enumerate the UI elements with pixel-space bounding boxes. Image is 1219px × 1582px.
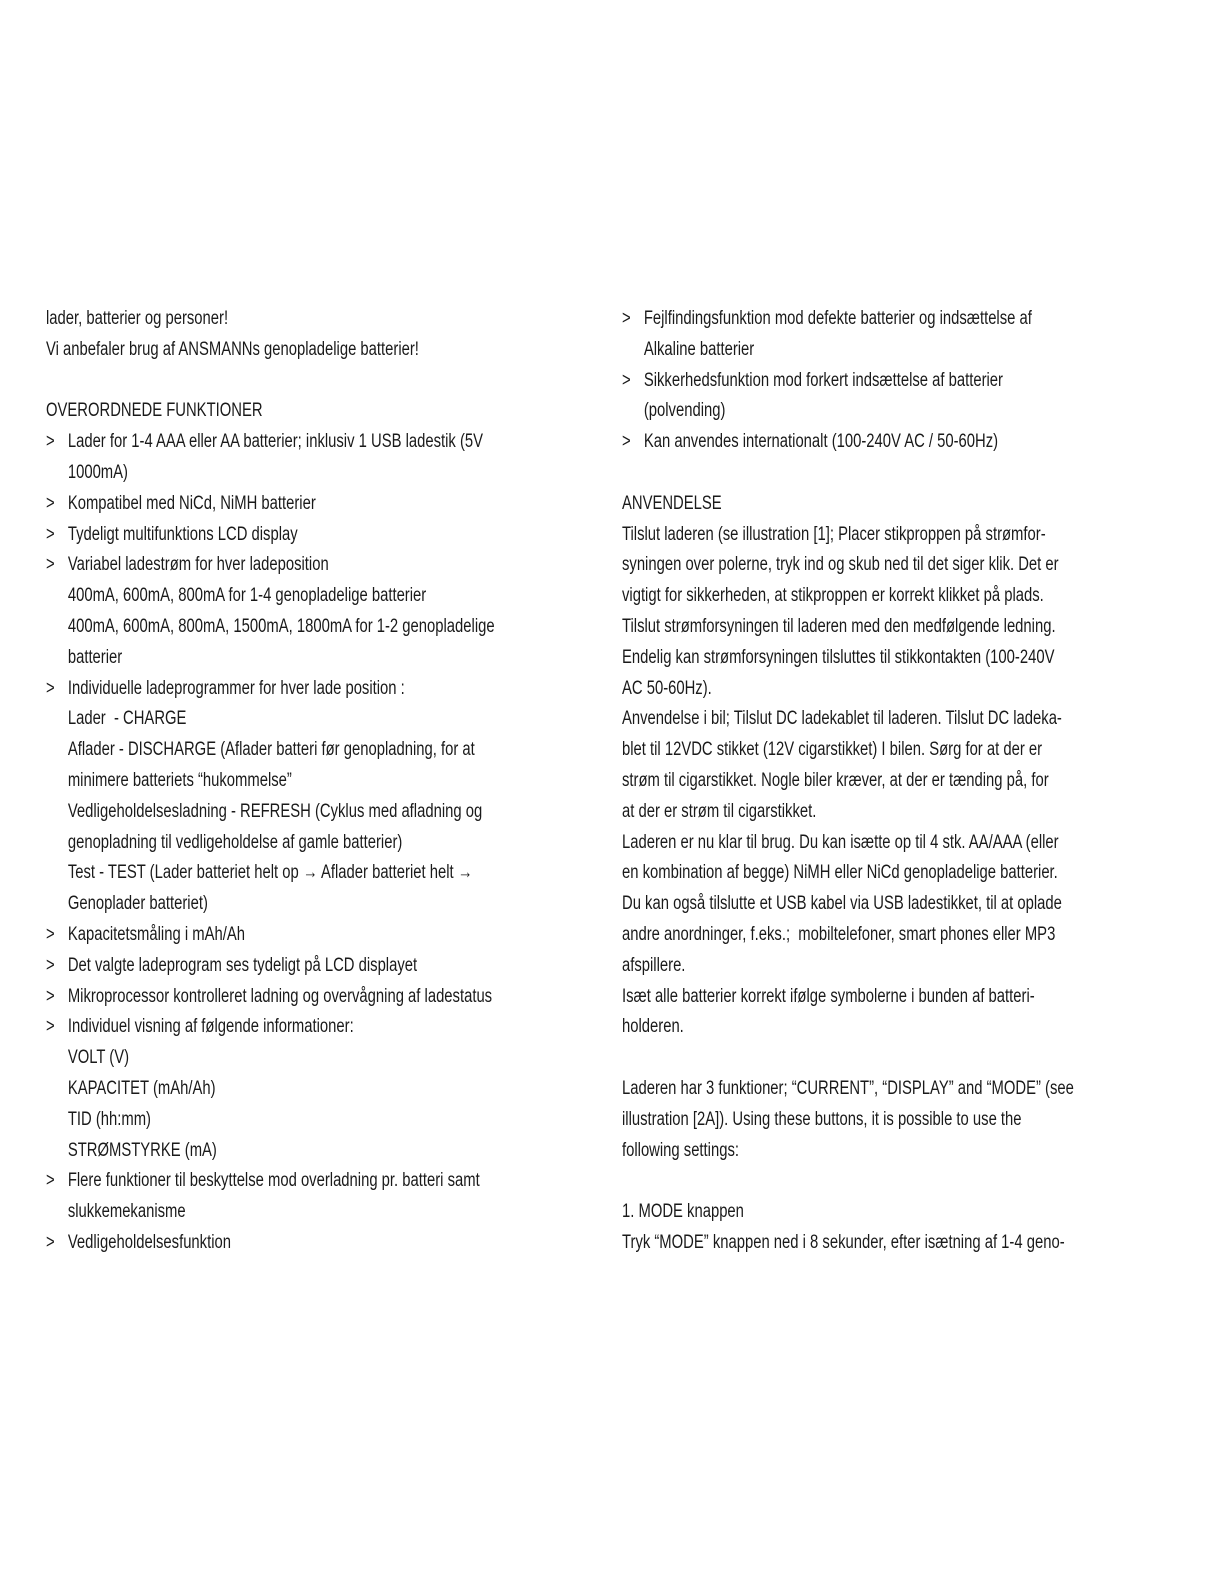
usage-paragraph [622, 520, 1168, 1044]
text-line: en kombination af begge) NiMH eller NiCd genopladelige batterier. [622, 862, 1058, 884]
text-line: Isæt alle batterier korrekt ifølge symbolerne i bunden af batteri- [622, 985, 1035, 1007]
bullet-marker: > [46, 923, 55, 945]
list-item-text [68, 951, 592, 982]
blank-line [622, 1043, 1168, 1074]
list-item [46, 489, 592, 520]
text-line: 1000mA) [67, 461, 128, 483]
bullet-marker: > [622, 369, 631, 391]
mode-paragraph [622, 1197, 1168, 1259]
text-line: TID (hh:mm) [67, 1108, 151, 1130]
list-item [622, 366, 1168, 428]
list-item-text [68, 520, 592, 551]
blank-line [622, 1166, 1168, 1197]
text-line: STRØMSTYRKE (mA) [67, 1139, 217, 1161]
text-line: Lader for 1-4 AAA eller AA batterier; inklusiv 1 USB ladestik (5V [67, 431, 484, 453]
text-line: Mikroprocessor kontrolleret ladning og overvågning af ladestatus [67, 985, 493, 1007]
blank-line [622, 458, 1168, 489]
list-item [622, 427, 1168, 458]
text-line: Sikkerhedsfunktion mod forkert indsættelse af batterier [643, 369, 1003, 391]
text-line: Tydeligt multifunktions LCD display [67, 523, 298, 545]
text-line: Individuelle ladeprogrammer for hver lade position : [67, 677, 405, 699]
text-line: Det valgte ladeprogram ses tydeligt på LCD displayet [67, 954, 418, 976]
list-item-text [68, 982, 592, 1013]
right-column [622, 304, 1167, 1259]
text-line: holderen. [622, 1016, 684, 1038]
list-item-text [68, 427, 592, 489]
list-item-text [68, 1012, 592, 1166]
bullet-marker: > [46, 1231, 55, 1253]
text-line: Tryk “MODE” knappen ned i 8 sekunder, efter isætning af 1-4 geno- [622, 1231, 1065, 1253]
list-item [46, 1166, 592, 1228]
left-column [46, 304, 591, 1259]
list-item-text [68, 1166, 592, 1228]
list-item [46, 920, 592, 951]
text-line: Vi anbefaler brug af ANSMANNs genopladelige batterier! [46, 338, 419, 360]
text-line: batterier [67, 646, 123, 668]
text-line: Individuel visning af følgende informationer: [67, 1016, 354, 1038]
bullet-marker: > [46, 523, 55, 545]
text-line: andre anordninger, f.eks.; mobiltelefoner, smart phones eller MP3 [622, 923, 1056, 945]
list-item [46, 550, 592, 673]
section-heading-usage: ANVENDELSE [622, 492, 722, 514]
text-line: slukkemekanisme [67, 1201, 186, 1223]
bullet-marker: > [46, 985, 55, 1007]
text-line: blet til 12VDC stikket (12V cigarstikket) I bilen. Sørg for at der er [622, 739, 1043, 761]
text-line: Laderen har 3 funktioner; “CURRENT”, “DISPLAY” and “MODE” (see [622, 1077, 1074, 1099]
feature-list-continued [622, 304, 1168, 458]
blank-line [46, 366, 592, 397]
text-line: (polvending) [643, 400, 726, 422]
list-item [46, 674, 592, 920]
text-line: Endelig kan strømforsyningen tilsluttes til stikkontakten (100-240V [622, 646, 1055, 668]
list-item-text [644, 427, 1168, 458]
list-item [46, 951, 592, 982]
list-item [46, 1228, 592, 1259]
text-line: Vedligeholdelsesladning - REFRESH (Cyklus med afladning og [67, 800, 483, 822]
text-line: Laderen er nu klar til brug. Du kan isætte op til 4 stk. AA/AAA (eller [622, 831, 1059, 853]
text-line: Genoplader batteriet) [67, 893, 208, 915]
text-line: at der er strøm til cigarstikket. [622, 800, 817, 822]
bullet-marker: > [46, 554, 55, 576]
bullet-marker: > [46, 492, 55, 514]
text-line: Aflader - DISCHARGE (Aflader batteri før genopladning, for at [67, 739, 475, 761]
text-line: following settings: [622, 1139, 739, 1161]
text-line: KAPACITET (mAh/Ah) [67, 1077, 216, 1099]
bullet-marker: > [46, 1170, 55, 1192]
text-line: 400mA, 600mA, 800mA, 1500mA, 1800mA for 1-2 genopladelige [67, 615, 495, 637]
feature-list [46, 427, 592, 1259]
section-heading-functions: OVERORDNEDE FUNKTIONER [46, 400, 263, 422]
text-line: Du kan også tilslutte et USB kabel via USB ladestikket, til at oplade [622, 893, 1062, 915]
text-line: strøm til cigarstikket. Nogle biler kræver, at der er tænding på, for [622, 769, 1049, 791]
right-column-text [622, 304, 1168, 1259]
list-item-text [68, 489, 592, 520]
list-item-text [68, 920, 592, 951]
list-item-text [68, 1228, 592, 1259]
text-line: illustration [2A]). Using these buttons, it is possible to use the [622, 1108, 1022, 1130]
left-column-text [46, 304, 592, 1259]
bullet-marker: > [622, 308, 631, 329]
text-line: 400mA, 600mA, 800mA for 1-4 genopladelige batterier [67, 585, 427, 607]
text-line: Test - TEST (Lader batteriet helt op → Aflader batteriet helt → [67, 862, 473, 884]
list-item-text [68, 674, 592, 920]
list-item [46, 982, 592, 1013]
text-line: Tilslut strømforsyningen til laderen med den medfølgende ledning. [622, 615, 1056, 637]
text-line: 1. MODE knappen [622, 1201, 744, 1223]
bullet-marker: > [622, 431, 631, 453]
intro-paragraph [46, 304, 592, 366]
text-line: AC 50-60Hz). [622, 677, 712, 699]
text-line: genopladning til vedligeholdelse af gamle batterier) [67, 831, 403, 853]
bullet-marker: > [46, 1016, 55, 1038]
text-line: Fejlfindingsfunktion mod defekte batterier og indsættelse af [643, 308, 1032, 329]
text-line: Kompatibel med NiCd, NiMH batterier [67, 492, 316, 514]
text-line: VOLT (V) [67, 1047, 130, 1069]
list-item-text [644, 366, 1168, 428]
list-item [46, 427, 592, 489]
text-line: afspillere. [622, 954, 686, 976]
text-line: Lader - CHARGE [67, 708, 187, 730]
list-item [46, 520, 592, 551]
list-item [46, 1012, 592, 1166]
text-line: vigtigt for sikkerheden, at stikproppen er korrekt klikket på plads. [622, 585, 1044, 607]
bullet-marker: > [46, 954, 55, 976]
text-line: Alkaline batterier [643, 338, 755, 360]
text-line: Kan anvendes internationalt (100-240V AC / 50-60Hz) [643, 431, 999, 453]
list-item-text [644, 304, 1168, 366]
text-line: Kapacitetsmåling i mAh/Ah [67, 923, 245, 945]
bullet-marker: > [46, 677, 55, 699]
text-line: Variabel ladestrøm for hver ladeposition [67, 554, 329, 576]
text-line: minimere batteriets “hukommelse” [67, 769, 292, 791]
text-line: Vedligeholdelsesfunktion [67, 1231, 231, 1253]
text-line: Tilslut laderen (se illustration [1]; Placer stikproppen på strømfor- [622, 523, 1046, 545]
text-line: syningen over polerne, tryk ind og skub ned til det siger klik. Det er [622, 554, 1059, 576]
list-item-text [68, 550, 592, 673]
list-item [622, 304, 1168, 366]
text-line: lader, batterier og personer! [46, 308, 229, 329]
functions-paragraph [622, 1074, 1168, 1166]
text-line: Flere funktioner til beskyttelse mod overladning pr. batteri samt [67, 1170, 480, 1192]
text-line: Anvendelse i bil; Tilslut DC ladekablet til laderen. Tilslut DC ladeka- [622, 708, 1062, 730]
bullet-marker: > [46, 431, 55, 453]
